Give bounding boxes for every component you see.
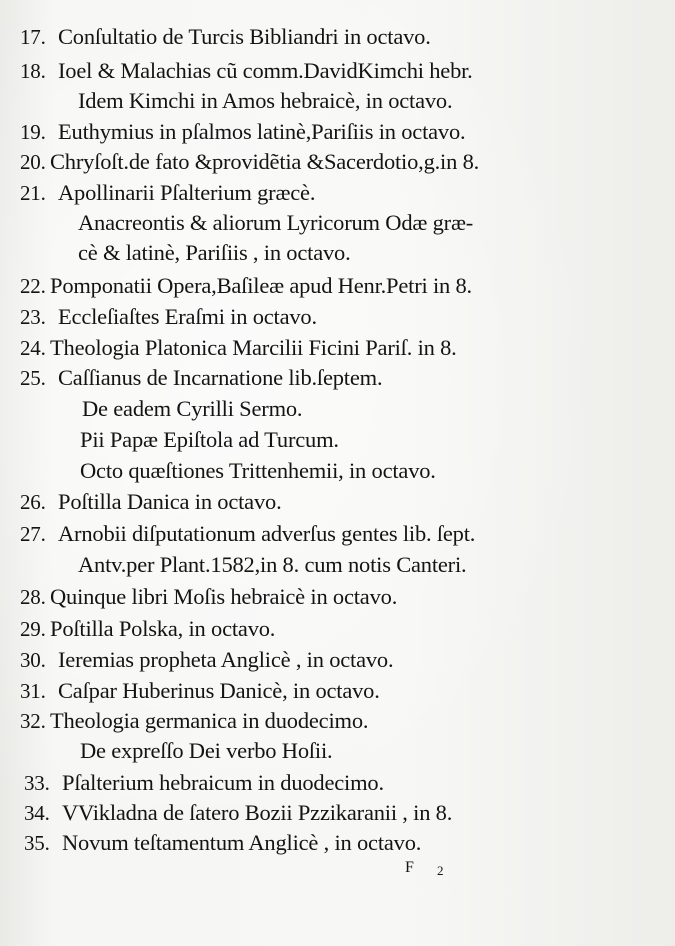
entry-number: 18.	[20, 59, 46, 83]
catalog-entry-27	[20, 519, 475, 549]
catalog-entry-24	[20, 333, 457, 363]
entry-number: 26.	[20, 490, 46, 514]
entry-text: Anacreontis & aliorum Lyricorum Odæ græ-	[78, 210, 474, 235]
catalog-entry-27-continuation	[78, 550, 466, 580]
entry-text: cè & latinè, Pariſiis , in octavo.	[78, 240, 351, 265]
catalog-entry-20	[20, 147, 479, 177]
entry-number: 33.	[24, 771, 50, 795]
entry-number: 22.	[20, 274, 46, 298]
entry-text: Arnobii diſputationum adverſus gentes lib. ſept.	[58, 521, 476, 546]
entry-text: Octo quæſtiones Trittenhemii, in octavo.	[80, 458, 436, 483]
entry-number: 27.	[20, 522, 46, 546]
entry-number: 20.	[20, 150, 46, 174]
entry-text: Chryſoſt.de fato &providẽtia &Sacerdotio,g.in 8.	[50, 149, 480, 174]
catalog-entry-25-continuation	[80, 425, 339, 455]
entry-text: Theologia germanica in duodecimo.	[50, 708, 369, 733]
entry-text: Conſultatio de Turcis Bibliandri in octavo.	[58, 24, 431, 49]
entry-text: Quinque libri Moſis hebraicè in octavo.	[50, 584, 398, 609]
catalog-entry-21-continuation	[78, 238, 351, 268]
entry-text: Caſpar Huberinus Danicè, in octavo.	[58, 678, 380, 703]
entry-text: Poſtilla Danica in octavo.	[58, 489, 282, 514]
catalog-entry-32-continuation	[80, 736, 332, 766]
catalog-entry-35	[24, 828, 421, 858]
entry-text: Pii Papæ Epiſtola ad Turcum.	[80, 427, 339, 452]
signature-mark-letter: F	[405, 859, 414, 876]
catalog-entry-29	[20, 614, 275, 644]
catalog-entry-32	[20, 706, 368, 736]
catalog-entry-21	[20, 178, 315, 208]
entry-number: 29.	[20, 617, 46, 641]
entry-text: De expreſſo Dei verbo Hoſii.	[80, 738, 333, 763]
entry-text: Eccleſiaſtes Eraſmi in octavo.	[58, 304, 317, 329]
entry-number: 25.	[20, 366, 46, 390]
catalog-entry-31	[20, 676, 380, 706]
entry-text: Theologia Platonica Marcilii Ficini Pariſ. in 8.	[50, 335, 457, 360]
entry-number: 23.	[20, 305, 46, 329]
catalog-entry-28	[20, 582, 397, 612]
catalog-entry-19	[20, 117, 465, 147]
catalog-entry-25-continuation	[82, 394, 302, 424]
catalog-entry-22	[20, 271, 472, 301]
entry-text: Antv.per Plant.1582,in 8. cum notis Canteri.	[78, 552, 467, 577]
catalog-entry-21-continuation	[78, 208, 473, 238]
entry-text: Idem Kimchi in Amos hebraicè, in octavo.	[78, 88, 453, 113]
entry-number: 35.	[24, 831, 50, 855]
entry-text: Poſtilla Polska, in octavo.	[50, 616, 276, 641]
entry-text: Euthymius in pſalmos latinè,Pariſiis in octavo.	[58, 119, 466, 144]
catalog-entry-17	[20, 22, 431, 52]
entry-text: VVikladna de ſatero Bozii Pzzikaranii , in 8.	[62, 800, 453, 825]
entry-number: 19.	[20, 120, 46, 144]
entry-text: Caſſianus de Incarnatione lib.ſeptem.	[58, 365, 383, 390]
entry-number: 17.	[20, 25, 46, 49]
entry-number: 32.	[20, 709, 46, 733]
catalog-entry-23	[20, 302, 317, 332]
entry-text: De eadem Cyrilli Sermo.	[82, 396, 303, 421]
catalog-entry-30	[20, 645, 393, 675]
entry-number: 24.	[20, 336, 46, 360]
catalog-entry-26	[20, 487, 282, 517]
entry-number: 30.	[20, 648, 46, 672]
catalog-entry-25	[20, 363, 382, 393]
catalog-entry-18-continuation	[78, 86, 452, 116]
entry-number: 34.	[24, 801, 50, 825]
entry-text: Apollinarii Pſalterium græcè.	[58, 180, 316, 205]
catalog-entry-33	[24, 768, 384, 798]
catalog-entry-25-continuation	[80, 456, 436, 486]
signature-mark-number: 2	[437, 863, 444, 878]
entry-text: Novum teſtamentum Anglicè , in octavo.	[62, 830, 422, 855]
catalog-entry-18	[20, 56, 473, 86]
entry-number: 28.	[20, 585, 46, 609]
entry-number: 31.	[20, 679, 46, 703]
entry-number: 21.	[20, 181, 46, 205]
entry-text: Ioel & Malachias cũ comm.DavidKimchi hebr.	[58, 58, 473, 83]
entry-text: Pomponatii Opera,Baſileæ apud Henr.Petri in 8.	[50, 273, 472, 298]
entry-text: Ieremias propheta Anglicè , in octavo.	[58, 647, 394, 672]
catalog-entry-34	[24, 798, 452, 828]
entry-text: Pſalterium hebraicum in duodecimo.	[62, 770, 384, 795]
